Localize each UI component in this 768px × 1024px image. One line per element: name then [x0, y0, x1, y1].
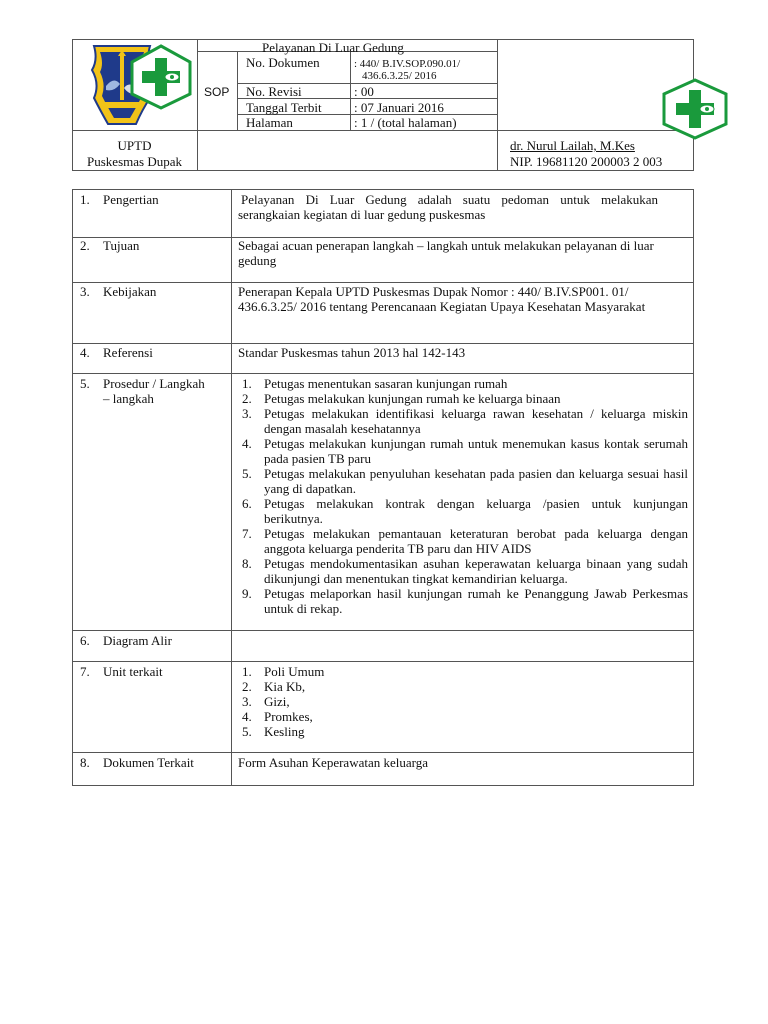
row-label: Pengertian: [103, 192, 159, 207]
signer-name: dr. Nurul Lailah, M.Kes: [510, 138, 635, 153]
row-number: 4.: [80, 345, 90, 360]
row-divider: [72, 752, 694, 753]
row-number: 5.: [80, 376, 90, 391]
header-divider: [237, 51, 238, 130]
row-divider: [72, 373, 694, 374]
list-item: 6. Petugas melakukan kontrak dengan keluarga /pasien untuk kunjungan berikutnya.: [242, 496, 688, 526]
field-value-no-revisi: : 00: [354, 84, 374, 99]
row-content: Form Asuhan Keperawatan keluarga: [238, 755, 429, 770]
row-label: Unit terkait: [103, 664, 163, 679]
puskesmas-logo: [128, 44, 194, 110]
row-number: 6.: [80, 633, 90, 648]
row-label: Diagram Alir: [103, 633, 172, 648]
list-item: 2. Petugas melakukan kunjungan rumah ke keluarga binaan: [242, 391, 561, 406]
row-content: Sebagai acuan penerapan langkah – langkah untuk melakukan pelayanan di luar gedung: [238, 238, 654, 268]
field-value-no-dokumen-cont: 436.6.3.25/ 2016: [362, 70, 437, 82]
row-number: 8.: [80, 755, 90, 770]
row-divider: [72, 661, 694, 662]
field-value-no-dokumen: : 440/ B.IV.SOP.090.01/: [354, 58, 461, 70]
list-item: 3. Petugas melakukan identifikasi keluarga rawan kesehatan / keluarga miskin dengan masalah kesehatannya: [242, 406, 688, 436]
list-item: 3. Gizi,: [242, 694, 290, 709]
row-label: Dokumen Terkait: [103, 755, 194, 770]
sop-label: SOP: [204, 85, 230, 99]
row-number: 3.: [80, 284, 90, 299]
header-divider: [72, 130, 694, 131]
row-label: Kebijakan: [103, 284, 157, 299]
list-item: 8. Petugas mendokumentasikan asuhan keperawatan keluarga binaan yang sudah dikunjungi dan menentukan tingkat kemandirian keluarga.: [242, 556, 688, 586]
field-value-halaman: : 1 / (total halaman): [354, 115, 457, 130]
row-label: Prosedur / Langkah: [103, 376, 205, 391]
list-item: 9. Petugas melaporkan hasil kunjungan rumah ke Penanggung Jawab Perkesmas untuk di rekap.: [242, 586, 688, 616]
row-number: 7.: [80, 664, 90, 679]
list-item: 4. Petugas melakukan kunjungan rumah untuk menemukan kasus kontak serumah pada pasien TB paru: [242, 436, 688, 466]
list-item: 2. Kia Kb,: [242, 679, 306, 694]
header-divider: [197, 39, 198, 171]
row-divider: [72, 343, 694, 344]
signer-nip: NIP. 19681120 200003 2 003: [510, 154, 663, 169]
list-item: 1. Petugas menentukan sasaran kunjungan rumah: [242, 376, 508, 391]
org-name-line2: Puskesmas Dupak: [87, 154, 182, 169]
field-label-halaman: Halaman: [246, 115, 293, 130]
header-divider: [497, 39, 498, 171]
document-title: Pelayanan Di Luar Gedung: [262, 40, 404, 55]
field-label-tanggal-terbit: Tanggal Terbit: [246, 100, 322, 115]
header-divider: [350, 51, 351, 130]
org-name-line1: UPTD: [117, 138, 152, 153]
field-label-no-dokumen: No. Dokumen: [246, 55, 320, 70]
row-label-cont: – langkah: [103, 391, 154, 406]
list-item: 1. Poli Umum: [242, 664, 325, 679]
row-number: 2.: [80, 238, 90, 253]
list-item: 4. Promkes,: [242, 709, 313, 724]
related-units-list: [238, 664, 538, 739]
row-number: 1.: [80, 192, 90, 207]
field-value-tanggal-terbit: : 07 Januari 2016: [354, 100, 444, 115]
row-divider: [72, 282, 694, 283]
row-divider: [72, 630, 694, 631]
table-column-divider: [231, 189, 232, 786]
field-label-no-revisi: No. Revisi: [246, 84, 302, 99]
row-content: Standar Puskesmas tahun 2013 hal 142-143: [238, 345, 466, 360]
list-item: 5. Kesling: [242, 724, 305, 739]
puskesmas-logo-large: [661, 78, 729, 140]
list-item: 7. Petugas melakukan pemantauan keteraturan berobat pada keluarga dengan anggota keluarga penderita TB paru dan HIV AIDS: [242, 526, 688, 556]
list-item: 5. Petugas melakukan penyuluhan kesehatan pada pasien dan keluarga sesuai hasil yang di dapatkan.: [242, 466, 688, 496]
row-label: Referensi: [103, 345, 153, 360]
row-label: Tujuan: [103, 238, 140, 253]
procedure-steps-list: [238, 376, 688, 616]
row-content: Pelayanan Di Luar Gedung adalah suatu pedoman untuk melakukan serangkaian kegiatan di luar gedung puskesmas: [238, 192, 658, 222]
row-content: Penerapan Kepala UPTD Puskesmas Dupak Nomor : 440/ B.IV.SP001. 01/ 436.6.3.25/ 2016 tentang Perencanaan Kegiatan Upaya Kesehatan Masyarakat: [238, 284, 646, 314]
